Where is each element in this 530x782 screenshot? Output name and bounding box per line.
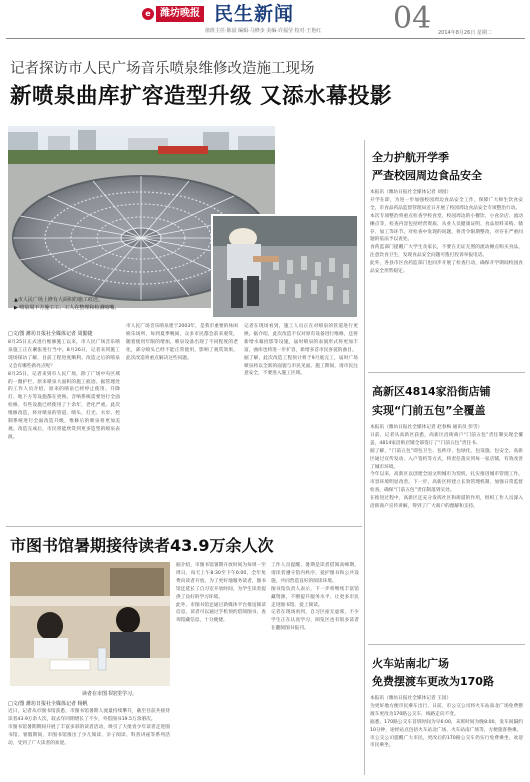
paragraph: 据介绍，市图书馆暑期开放时间为每周一至周日，每天上午8:30至下午6:00，全年免费向读者开放。为了更好地服务读者，图书馆还延长了自习室开放时间，为学生读者提供了良好的学习环境。 bbox=[176, 563, 266, 600]
library-headline: 市图书馆暑期接待读者43.9万余人次 bbox=[10, 536, 274, 555]
library-photo-caption bbox=[82, 690, 137, 698]
sidebar-1-headline-line-1: 全力护航开学季 bbox=[372, 151, 449, 164]
issue-date: 2014年8月26日 星期二 bbox=[438, 30, 492, 36]
paragraph: 据了解，此次改造工程预计将于9月底完工，届时广场喷泉将以全新的面貌与市民见面。施工期间，请市民注意安全，不要进入施工区域。 bbox=[244, 355, 358, 377]
sidebar-3-headline-line-1: 火车站南北广场 bbox=[372, 657, 449, 670]
masthead bbox=[0, 0, 530, 40]
column-divider bbox=[364, 140, 365, 775]
section-title: 民生新闻 bbox=[214, 3, 295, 25]
paragraph: 食药监部门提醒广大学生及家长，不要在无证无照的流动摊点购买食品，注意饮食卫生，发现食品安全问题可拨打投诉举报电话。 bbox=[370, 245, 523, 259]
editor-credits: 值班主任·陈晨 编辑·马修步 美编·许福莹 校对·王艳红 bbox=[205, 28, 322, 34]
worker-photo bbox=[211, 214, 359, 319]
byline: 本报讯（潍坊日报社全媒体记者 王园） bbox=[370, 696, 452, 701]
paragraph: 记者在现场看到，自习区座无虚席，不少学生正在认真学习，阅览区也有很多读者在翻阅图书报刊。 bbox=[271, 610, 359, 632]
photo-caption: ▶ 喷泉周下方施工工、工人在整理和检测喷嘴。 bbox=[14, 305, 120, 311]
lead-body-col-1 bbox=[8, 339, 120, 519]
sidebar-3-headline-line-2: 免费摆渡车更改为170路 bbox=[372, 675, 494, 688]
newspaper-brand: 潍坊晚报 bbox=[156, 6, 204, 22]
newspaper-logo-icon: e bbox=[142, 8, 154, 20]
paragraph: 此外，市图书馆还通过新媒体平台推送阅读信息，读者可以通过手机预约借阅图书，查询馆藏信息，十分便捷。 bbox=[176, 602, 266, 624]
library-byline: □文/图 潍坊日报社全媒体记者 杨帆 bbox=[8, 701, 88, 707]
paragraph: 市人民广场音乐喷泉建于2003年，是我市重要的休闲娱乐场所，每到夏季晚间，众多市民都会前来观赏。随着使用年限的增加，喷泉设备出现了不同程度的老化，部分喷头已经不能正常使用，影响了观赏效果。此次改造将重点解决这些问题。 bbox=[126, 324, 238, 361]
lead-headline: 新喷泉曲库扩容造型升级 又添水幕投影 bbox=[10, 84, 392, 109]
photo-caption: ▲市人民广场上修有大面积的施工痕迹。 bbox=[14, 297, 103, 303]
paragraph: 今年以来，高新区以创建全国文明城市为契机，扎实推进城市管理工作，市容环境明显改善。下一步，高新区将建立长效管理机制，加强日常监督检查，确保“门前五包”责任制落到实处。 bbox=[370, 472, 523, 494]
paragraph: 为更好地方便市民乘车出行，日前，市公交公司将火车站南北广场免费摆渡车更改为170路公交车，线路走向不变。 bbox=[370, 703, 523, 717]
paragraph: 此外，各县市区食药监部门也同步开展了检查行动，确保开学期间校园食品安全形势稳定。 bbox=[370, 261, 523, 275]
paragraph: 本次专项整治将重点检查学校食堂、校园周边的小餐饮、小食杂店、流动摊点等，检查内容包括经营资质、从业人员健康证明、食品原料采购、储存、加工等环节。对检查中发现的问题，将责令限期整改，对存在严重问题的依法予以查处。 bbox=[370, 213, 523, 243]
sidebar-1-body bbox=[370, 189, 523, 359]
library-body-col-2 bbox=[176, 562, 266, 776]
lead-body-col-3 bbox=[244, 323, 358, 519]
sidebar-2-headline-line-1: 高新区4814家沿街店铺 bbox=[372, 385, 491, 398]
paragraph: 市公交公司提醒广大市民，更改后的170路公交车仍实行免费乘坐，欢迎市民乘坐。 bbox=[370, 735, 523, 749]
byline: 本报讯（潍坊日报社全媒体记者 赵春梅 通讯员 彭雪） bbox=[370, 425, 483, 430]
readers-studying-image bbox=[10, 562, 170, 686]
worker-checking-nozzles-image bbox=[213, 216, 359, 319]
header-rule bbox=[6, 38, 525, 39]
paragraph: 在推进过程中，高新区还充分发挥社区和街道的作用，组织工作人员深入沿街商户宣传讲解，得到了广大商户的理解和支持。 bbox=[370, 496, 523, 510]
page-number: 04 bbox=[393, 1, 432, 36]
paragraph: 近日，记者从市图书馆获悉，市图书馆暑期人流量持续攀升，截至目前共接待读者43.9万余人次，较去年同期增长了不少，外借图书19.5万余册次。 bbox=[8, 709, 170, 722]
paragraph: 市图书馆暑期期间开展了丰富多彩的读者活动，吸引了大批青少年读者走进图书馆。暑假期间，市图书馆推出了少儿阅读、亲子阅读、科普讲座等系列活动，受到了广大读者的欢迎。 bbox=[8, 724, 170, 746]
lead-body-col-2 bbox=[126, 323, 238, 519]
sidebar-2-headline-line-2: 实现“门前五包”全覆盖 bbox=[372, 404, 486, 417]
paragraph: 工作人员提醒，暑期是读者借阅高峰期，请读者遵守馆内秩序，爱护图书和公共设施，共同营造良好的阅读环境。 bbox=[271, 563, 359, 584]
story-divider bbox=[6, 526, 362, 527]
sidebar-3-body bbox=[370, 695, 523, 777]
paragraph: 8月25日，记者来到市人民广场，除了广场中央区域的一圈护栏，原来喷泉大面积的施工痕迹。据管理处的工作人员介绍，原来的喷泉已经停止使用。升降灯、地下方等设施都在更换。音响系统需要进行全面检修，有些设施已经使用了十余年，老化严重。此次维修改造，将对喷泉的管道、喷头、灯光、水泵、控制系统进行全面改造升级，维修后的喷泉将更加美观。改造完成后，市民将能欣赏到更多造型的喷泉表演。 bbox=[8, 371, 120, 440]
sidebar-divider bbox=[368, 644, 525, 645]
paragraph: 开学在即，为进一步加强校园周边食品安全工作，保障广大师生饮食安全，市食品药品监督管理局近日开展了校园周边食品安全专项整治行动。 bbox=[370, 197, 523, 211]
paragraph: 8月25日正式进行维修施工以来，市人民广场音乐喷泉施工正在紧张进行当中。8月26日，记者来到施工现场探访了解，目前工程进度顺利。改造之后的喷泉又会有哪些新亮点呢？ bbox=[8, 340, 120, 369]
library-body-col-3 bbox=[271, 562, 359, 776]
paragraph: 记者在现场看到，施工人员正在对喷泉的管道进行更换。据介绍，此次改造不仅对原有设备进行维修，还将新增水幕投影等设施，届时喷泉的表演形式将更加丰富，曲库也将进一步扩容，新增多首市民喜爱的曲目。 bbox=[244, 324, 358, 353]
sidebar-1-headline-line-2: 严查校园周边食品安全 bbox=[372, 169, 482, 182]
sidebar-divider bbox=[368, 372, 525, 373]
paragraph: 日前，记者从高新区获悉，高新区沿街商户“门前五包”责任制实现全覆盖，4814家沿街店铺全部签订了“门前五包”责任书。 bbox=[370, 432, 523, 446]
photo-caption: 读者在市图书馆里学习。 bbox=[82, 691, 138, 697]
library-body-col-1 bbox=[8, 708, 170, 776]
byline: 本报讯（潍坊日报社全媒体记者 刘园） bbox=[370, 190, 452, 195]
lead-photo-captions bbox=[14, 296, 119, 312]
paragraph: 图书馆负责人表示，下一步将继续丰富馆藏资源，不断提升服务水平，让更多市民走进图书馆、爱上阅读。 bbox=[271, 586, 359, 608]
paragraph: 据悉，170路公交车首班时间为早6:00，末班时间为晚8:00，发车间隔约10分钟，途经站点包括火车站北广场、火车站南广场等，方便旅客换乘。 bbox=[370, 719, 523, 733]
lead-kicker: 记者探访市人民广场音乐喷泉维修改造施工现场 bbox=[10, 61, 315, 77]
paragraph: 据了解，“门前五包”即包卫生、包秩序、包绿化、包设施、包安全。高新区通过宣传发动、入户签约等方式，将责任落实到每一家店铺，有效改善了城市环境。 bbox=[370, 448, 523, 470]
lead-byline: □文/图 潍坊日报社全媒体记者 周勤捷 bbox=[8, 331, 93, 337]
sidebar-2-body bbox=[370, 424, 523, 636]
library-photo bbox=[10, 562, 170, 686]
